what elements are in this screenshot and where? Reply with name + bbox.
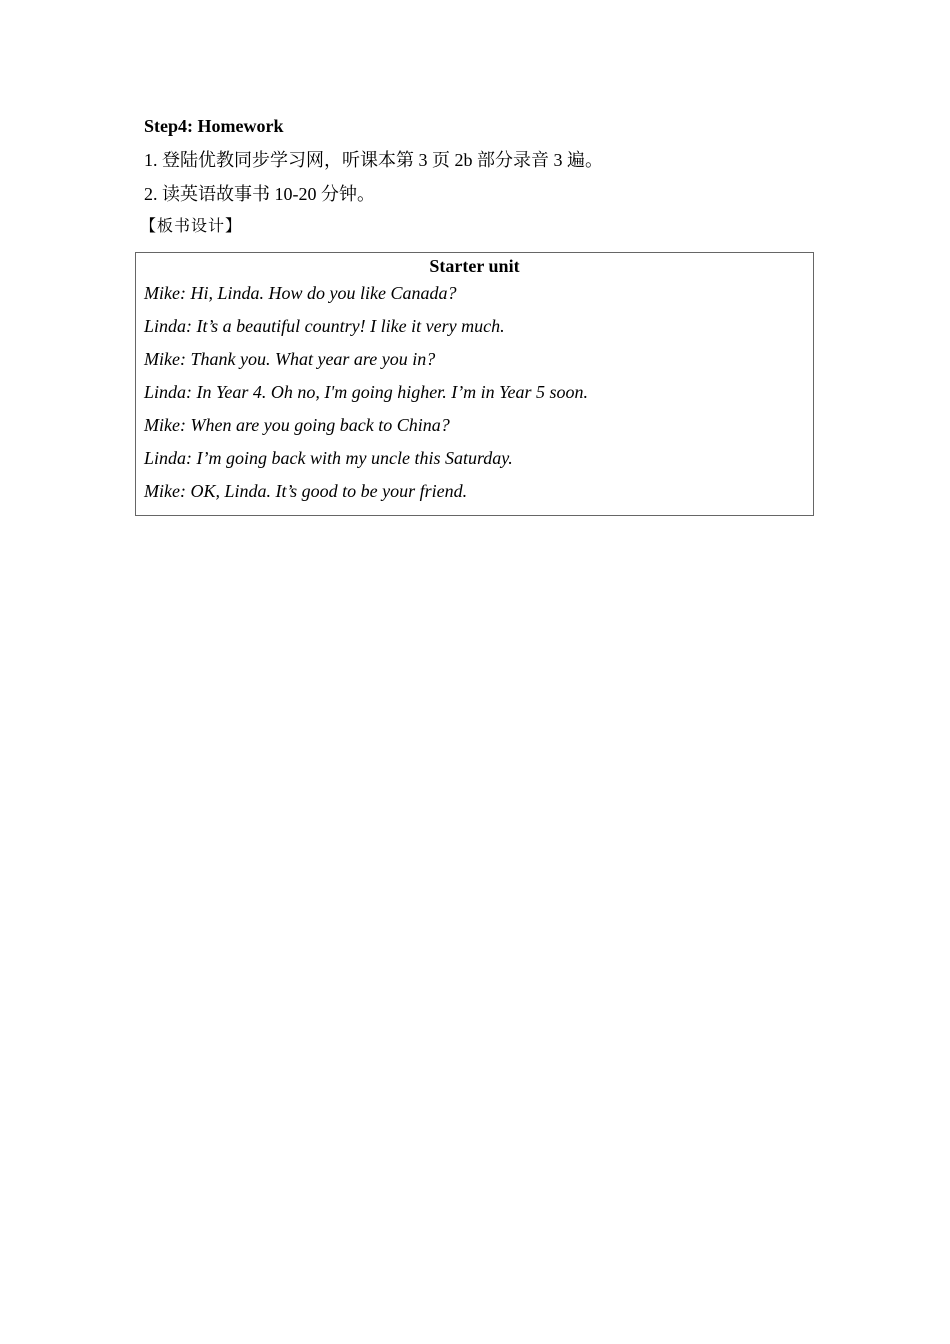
board-title: Starter unit <box>429 256 520 276</box>
homework-section <box>140 114 824 244</box>
homework-item-2: 2. 读英语故事书 10-20 分钟。 <box>144 184 375 204</box>
dialogue-line: Mike: Thank you. What year are you in? <box>144 349 436 369</box>
dialogue-line: Linda: I’m going back with my uncle this Saturday. <box>144 448 513 468</box>
homework-heading: Step4: Homework <box>144 116 284 136</box>
dialogue-line: Mike: When are you going back to China? <box>144 415 450 435</box>
board-design-box <box>135 252 814 516</box>
homework-item-1: 1. 登陆优教同步学习网，听课本第 3 页 2b 部分录音 3 遍。 <box>144 150 603 170</box>
dialogue-line: Linda: It’s a beautiful country! I like it very much. <box>144 316 505 336</box>
dialogue-line: Mike: Hi, Linda. How do you like Canada? <box>144 283 457 303</box>
board-design-label: 【板书设计】 <box>140 218 243 235</box>
dialogue-line: Mike: OK, Linda. It’s good to be your friend. <box>144 481 468 501</box>
dialogue-line: Linda: In Year 4. Oh no, I'm going higher. I’m in Year 5 soon. <box>144 382 589 402</box>
